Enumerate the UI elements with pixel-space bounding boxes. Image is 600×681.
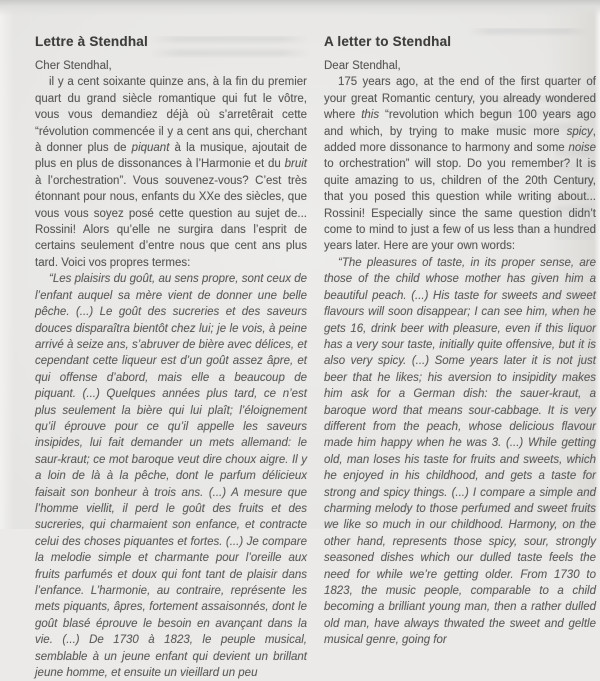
french-intro-italic-bruit: bruit	[284, 158, 307, 171]
english-quote-paragraph: “The pleasures of taste, in its proper sense, are those of the child whose mother has given him a beautiful peach. (...) His taste for sweets and sweet flavours will soon disappear; I can see him, when he gets 16, drink beer with pleasure, even if this liquor has a very sour taste, initially quite offensive, but it is also very spicy. (...) Some years later it is not just beer that he likes; his aversion to insipidity makes him ask for a German dish: the sauer-kraut, a baroque word that means sour-cabbage. It is very different from the peach, whose delicious flavour made him happy when he was 3. (...) While getting old, man loses his taste for fruits and sweets, which he enjoyed in his childhood, and gets a taste for strong and spicy things. (...) I compare a simple and charming melody to those perfumed and sweet fruits we like so much in our childhood. Harmony, on the other hand, represents those spicy, sour, strongly seasoned dishes which our dulled taste feels the need for while we’re getting older. From 1730 to 1823, the music people, comparable to a child becoming a brilliant young man, then a rather dulled old man, have always thwated the sweet and geltle musical genre, going for	[324, 256, 596, 647]
english-title: A letter to Stendhal	[324, 34, 452, 49]
english-intro-paragraph	[324, 74, 596, 254]
french-intro-paragraph	[35, 74, 307, 271]
english-intro-segment: 175 years ago, at the end of the first quarter of your great Romantic century, you already wondered where	[324, 76, 596, 122]
french-intro-segment: à l’orchestration”. Vous souvenez-vous? C’est très étonnant pour nous, enfants du XXe des siècles, que vous vous soyez posé cette question au sujet de... Rossini! Alors qu’elle ne surgira dans l’esprit de certains seulement d’entre nous que cent ans plus tard. Voici vos propres termes:	[35, 174, 307, 269]
english-salutation: Dear Stendhal,	[324, 60, 401, 72]
french-intro-segment: il y a cent soixante quinze ans, à la fin du premier quart du grand siècle romantique qui fut le vôtre, vous vous demandiez déjà où s’arretêrait cette “révolution commencée il y a cent ans qui, cherchant à donner plus de	[35, 76, 307, 155]
two-column-layout	[35, 34, 596, 681]
english-intro-segment: to orchestration” will stop. Do you remember? It is quite amazing to us, children of the 20th Century, that you posed this question while writing about... Rossini! Especially since the same question didn’t come to mind to just a few of us less than a hundred years later. Here are your own words:	[324, 158, 596, 253]
french-salutation: Cher Stendhal,	[35, 60, 112, 72]
english-intro-segment: “revolution which begun 100 years ago and which, by trying to make music more	[324, 109, 596, 138]
french-intro-segment: à la musique, ajoutait de plus en plus de dissonances à l’Harmonie et du	[35, 142, 308, 171]
english-intro-italic-spicy: spicy	[566, 125, 593, 138]
french-quote-paragraph: “Les plaisirs du goût, au sens propre, sont ceux de l’enfant auquel sa mère vient de donner une belle pêche. (...) Le goût des sucreries et des saveurs douces disparaîtra bientôt chez lui; je le vois, à peine arrivé à seize ans, s’abruver de bière avec délices, et cependant cette liqueur est d’un goût assez âpre, et qui offense d’abord, mais elle a beaucoup de piquant. (...) Quelques années plus tard, ce n’est plus seulement la bière qui lui plaît; l’éloignement qu’il éprouve pour ce qu’il appelle les saveurs insipides, lui fait demander un mets allemand: le saur-kraut; ce mot baroque veut dire choux aigre. Il y a loin de là à la pêche, dont le parfum délicieux faisait son bonheur à trois ans. (...) A mesure que l’homme viellit, il perd le goût des fruits et des sucreries, qui charmaient son enfance, et contracte celui des choses piquantes et fortes. (...) Je compare la melodie simple et charmante pour l’oreille aux fruits parfumés et doux qui font tant de plaisir dans l’enfance. L’harmonie, au contraire, représente les mets piquants, âpres, fortement assaisonnés, dont le goût blasé éprouve le besoin en avançant dans la vie. (...) De 1730 à 1823, le peuple musical, semblable à un jeune enfant qui devient un brillant jeune homme, et ensuite un vieillard un peu	[35, 273, 307, 680]
english-intro-segment: , added more dissonance to harmony and some	[324, 125, 596, 155]
english-intro-italic-this: this	[361, 109, 380, 122]
french-column	[35, 34, 307, 681]
english-column	[324, 34, 596, 681]
french-intro-italic-piquant: piquant	[131, 142, 170, 155]
french-title: Lettre à Stendhal	[35, 34, 148, 49]
english-intro-italic-noise: noise	[568, 142, 596, 155]
